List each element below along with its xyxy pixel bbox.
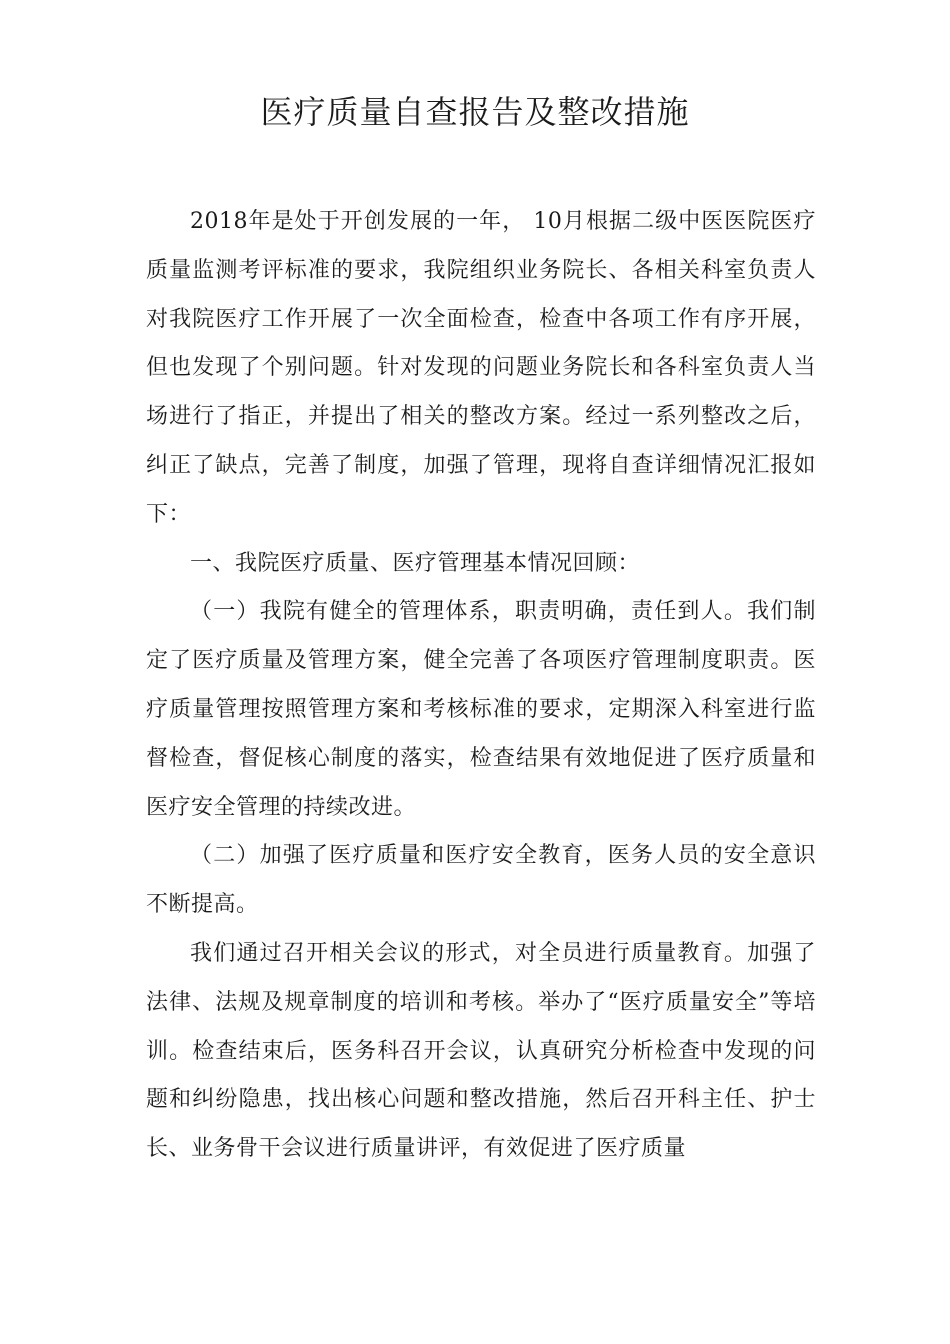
paragraph-item-2: （二）加强了医疗质量和医疗安全教育，医务人员的安全意识不断提高。 <box>146 843 816 918</box>
paragraph-intro: 2018年是处于开创发展的一年， 10月根据二级中医医院医疗质量监测考评标准的要求，我院组织业务院长、各相关科室负责人对我院医疗工作开展了一次全面检查，检查中各项工作有序开展，但也发现了个别问题。针对发现的问题业务院长和各科室负责人当场进行了指正，并提出了相关的整改方案。经过一系列整改之后，纠正了缺点，完善了制度，加强了管理，现将自查详细情况汇报如下： <box>146 209 816 527</box>
paragraph-item-1: （一）我院有健全的管理体系，职责明确，责任到人。我们制定了医疗质量及管理方案，健全完善了各项医疗管理制度职责。医疗质量管理按照管理方案和考核标准的要求，定期深入科室进行监督检查，督促核心制度的落实，检查结果有效地促进了医疗质量和医疗安全管理的持续改进。 <box>146 599 816 820</box>
paragraph-training: 我们通过召开相关会议的形式，对全员进行质量教育。加强了法律、法规及规章制度的培训和考核。举办了“医疗质量安全”等培训。检查结束后，医务科召开会议，认真研究分析检查中发现的问题和纠纷隐患，找出核心问题和整改措施，然后召开科主任、护士长、业务骨干会议进行质量讲评，有效促进了医疗质量 <box>146 940 816 1162</box>
document-body <box>146 198 816 1174</box>
document-title: 医疗质量自查报告及整改措施 <box>260 93 690 131</box>
paragraph-section-heading: 一、我院医疗质量、医疗管理基本情况回顾： <box>190 550 641 576</box>
